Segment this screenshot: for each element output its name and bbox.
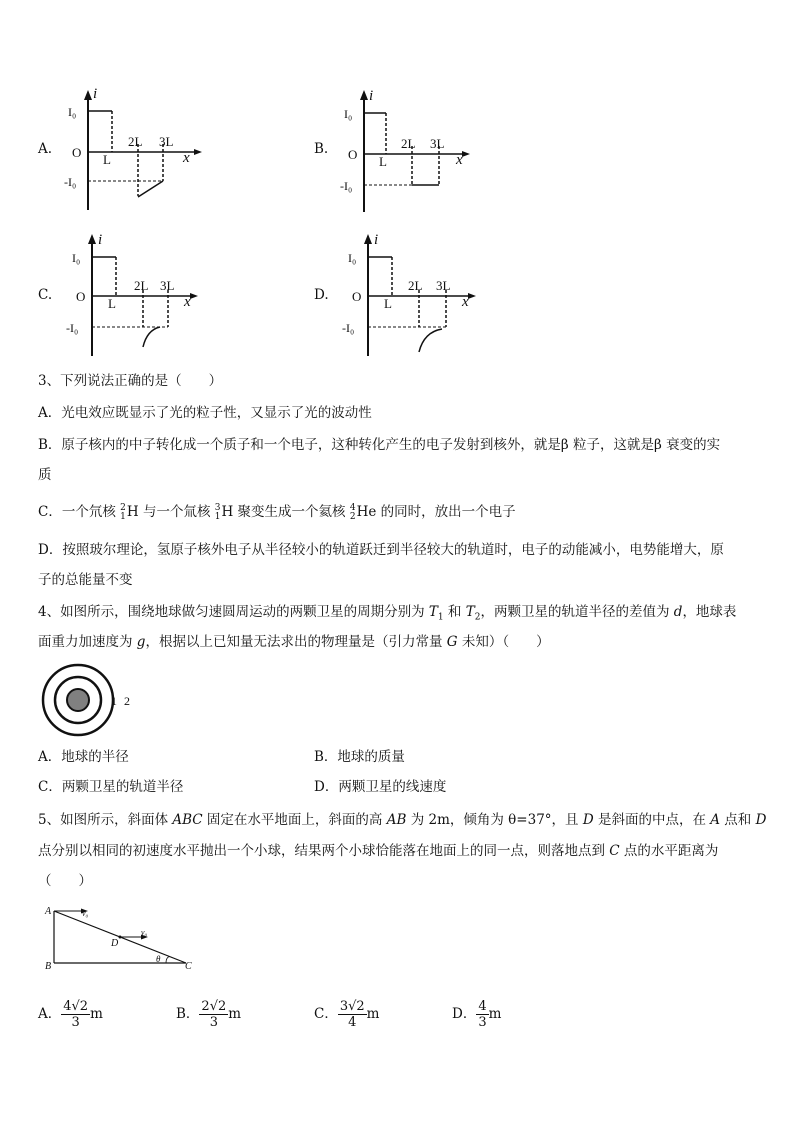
q5-stem-line3: （ ） (38, 873, 92, 889)
q5-incline-figure (40, 900, 200, 975)
graph-c-3l: 3L (160, 278, 175, 293)
graph-d-origin: O (352, 289, 362, 304)
q4-option-c: C．两颗卫星的轨道半径 (38, 779, 184, 795)
q3-c-h-symbol-2: H (221, 504, 234, 520)
graph-a-l: L (103, 152, 111, 167)
graph-c-x: x (184, 294, 191, 310)
q3-c-suffix: 的同时，放出一个电子 (376, 504, 516, 520)
q4-t1: T (428, 604, 438, 620)
graph-c-label: C. (38, 287, 53, 303)
q3-c-middle: 与一个氚核 (138, 504, 211, 520)
q4-t2: T (465, 604, 475, 620)
q3-c-h-symbol: H (126, 504, 139, 520)
q5-option-d: D． $\frac{4}{3}$ m (452, 998, 502, 1030)
q3-option-b-line1: B．原子核内的中子转化成一个质子和一个电子，这种转化产生的电子发射到核外，就是β 粒子，这就是β 衰变的实 (38, 437, 721, 453)
q3-c-tritium-nuclide: 3 1 (214, 502, 221, 522)
q4-d: d (673, 604, 683, 620)
graph-d-3l: 3L (436, 278, 451, 293)
graph-a-x: x (183, 150, 190, 166)
graph-a (62, 84, 212, 214)
q3-option-d-line1: D．按照玻尔理论，氢原子核外电子从半径较小的轨道跃迁到半径较大的轨道时，电子的动能减小，电势能增大，原 (38, 542, 724, 558)
q5-option-a-fraction: $\frac{4√2}{3}$ (63, 998, 89, 1030)
q5-point-c: C (185, 961, 192, 972)
q5-stem-line2: 点分别以相同的初速度水平抛出一个小球，结果两个小球恰能落在地面上的同一点，则落地点到 C 点的水平距离为 (38, 843, 719, 859)
graph-a-label: A. (38, 141, 53, 157)
graph-b-x: x (456, 152, 463, 168)
q5-stem-line1: 5、如图所示，斜面体 ABC 固定在水平地面上，斜面的高 AB 为 2m，倾角为 θ=37°，且 D 是斜面的中点，在 A 点和 D (38, 812, 767, 828)
q5-theta-label: θ (156, 954, 161, 964)
graph-d-neg-i0: -I₀ (342, 321, 355, 335)
q4-orbit-label-1: 1 (111, 694, 117, 708)
q3-c-helium-nuclide: 4 2 (349, 502, 356, 522)
graph-a-i-label: i (93, 86, 98, 102)
q4-option-d: D．两颗卫星的线速度 (314, 779, 447, 795)
graph-a-origin: O (72, 145, 82, 160)
q5-v0-label-a: v₀ (82, 909, 89, 918)
q4-option-a: A．地球的半径 (38, 749, 129, 765)
graph-b-i-label: i (369, 88, 374, 104)
q5-option-d-fraction: $\frac{4}{3}$ (478, 998, 487, 1030)
graph-c (62, 230, 212, 360)
q5-point-d: D (111, 938, 119, 949)
graph-b-3l: 3L (430, 136, 445, 151)
q4-stem-line2: 面重力加速度为 g，根据以上已知量无法求出的物理量是（引力常量 G 未知）（ ） (38, 634, 550, 650)
graph-c-l: L (108, 296, 116, 311)
q4-G: G (446, 634, 458, 650)
graph-c-origin: O (76, 289, 86, 304)
q5-option-a: A． $\frac{4√2}{3}$ m (38, 998, 103, 1030)
q3-c-he-symbol: He (356, 504, 377, 520)
q5-option-b-fraction: $\frac{2√2}{3}$ (201, 998, 227, 1030)
graph-c-neg-i0: -I₀ (66, 321, 79, 335)
graph-b-neg-i0: -I₀ (340, 179, 353, 193)
q5-point-a: A (45, 906, 52, 917)
graph-b-label: B. (314, 141, 329, 157)
graph-d (338, 230, 488, 360)
graph-b-i0: I₀ (344, 107, 353, 121)
q3-c-middle-2: 聚变生成一个氦核 (233, 504, 346, 520)
q4-option-b: B．地球的质量 (314, 749, 405, 765)
q3-option-a: A．光电效应既显示了光的粒子性，又显示了光的波动性 (38, 405, 372, 421)
q5-point-b: B (45, 961, 52, 972)
graph-b (338, 86, 488, 216)
graph-b-2l: 2L (401, 136, 416, 151)
q3-option-d-line2: 子的总能量不变 (38, 572, 133, 588)
q5-option-c: C． $\frac{3√2}{4}$ m (314, 998, 380, 1030)
q4-stem-line1: 4、如图所示，围绕地球做匀速圆周运动的两颗卫星的周期分别为 $T_1$ 和 $T_2$，两颗卫星的轨道半径的差值为 d，地球表 (38, 604, 737, 623)
q4-orbit-label-2: 2 (124, 694, 130, 708)
graph-c-2l: 2L (134, 278, 149, 293)
graph-d-i0: I₀ (348, 251, 357, 265)
q5-option-c-fraction: $\frac{3√2}{4}$ (339, 998, 365, 1030)
q3-c-deuterium-nuclide: 2 1 (120, 502, 126, 522)
graph-d-label: D. (314, 287, 329, 303)
q3-stem: 3、下列说法正确的是（ ） (38, 373, 223, 389)
graph-c-i-label: i (98, 232, 103, 248)
q4-g: g (136, 634, 146, 650)
graph-d-l: L (384, 296, 392, 311)
graph-a-3l: 3L (159, 134, 174, 149)
q3-option-b-line2: 质 (38, 467, 52, 483)
graph-a-neg-i0: -I₀ (64, 175, 77, 189)
q4-satellite-figure (36, 663, 146, 739)
graph-a-2l: 2L (128, 134, 143, 149)
graph-b-l: L (379, 154, 387, 169)
q3-c-prefix: C．一个氘核 (38, 504, 116, 520)
q5-v0-label-d: v₀ (141, 928, 148, 937)
q5-option-b: B． $\frac{2√2}{3}$ m (176, 998, 242, 1030)
graph-c-i0: I₀ (72, 251, 81, 265)
graph-d-i-label: i (374, 232, 379, 248)
graph-d-2l: 2L (408, 278, 423, 293)
q3-option-c (38, 502, 516, 522)
graph-a-i0: I₀ (68, 105, 77, 119)
graph-b-origin: O (348, 147, 358, 162)
graph-d-x: x (462, 294, 469, 310)
